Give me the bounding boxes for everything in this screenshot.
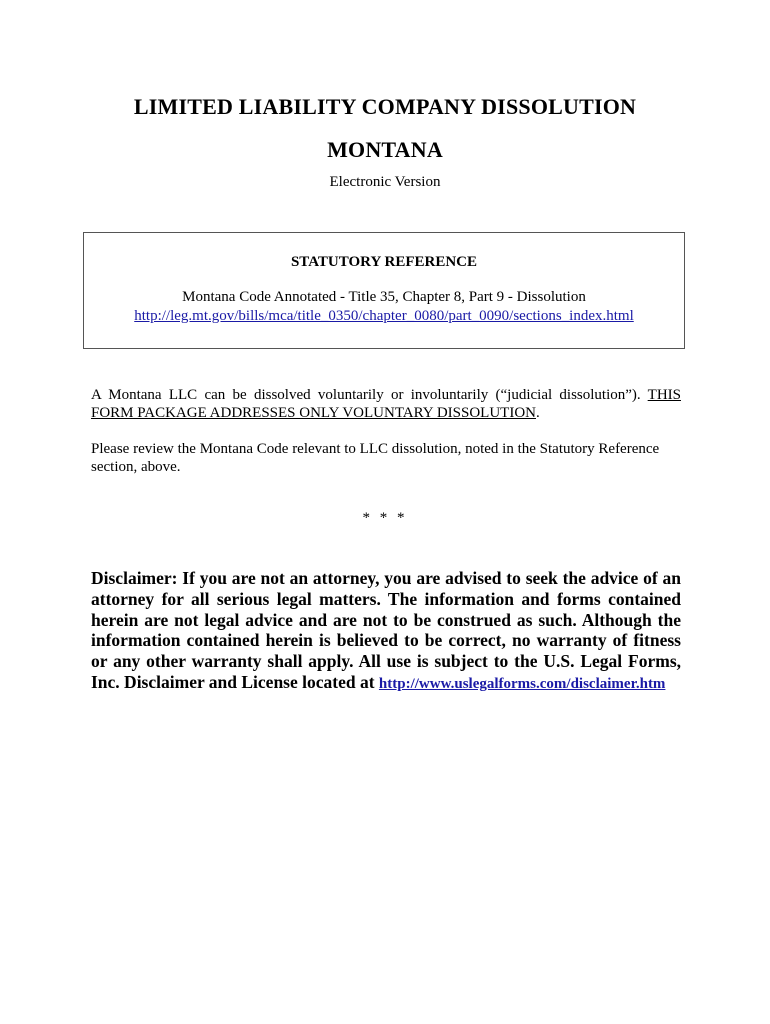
statutory-reference-link[interactable]: http://leg.mt.gov/bills/mca/title_0350/chapter_0080/part_0090/sections_index.html: [134, 308, 634, 324]
document-state: MONTANA: [327, 137, 443, 162]
dissolution-text: A Montana LLC can be dissolved voluntarily or involuntarily (“judicial dissolution”).: [91, 387, 648, 403]
disclaimer-text: Disclaimer: If you are not an attorney, you are advised to seek the advice of an attorney for all serious legal matters. The information and forms contained herein are not legal advice and are not to be construed as such. Although the information contained herein is believed to be correct, no warranty of fitness or any other warranty shall apply. All use is subject to the U.S. Legal Forms, Inc. Disclaimer and License located at: [91, 568, 681, 692]
document-title: LIMITED LIABILITY COMPANY DISSOLUTION: [133, 94, 637, 119]
statutory-reference-box: [83, 232, 685, 349]
statutory-reference-text: Montana Code Annotated - Title 35, Chapter 8, Part 9 - Dissolution: [182, 289, 586, 305]
disclaimer-link[interactable]: http://www.uslegalforms.com/disclaimer.htm: [378, 675, 666, 692]
review-paragraph: Please review the Montana Code relevant to LLC dissolution, noted in the Statutory Reference section, above.: [91, 441, 660, 475]
document-version: Electronic Version: [329, 174, 441, 190]
disclaimer-paragraph: [91, 568, 681, 695]
section-separator: * * *: [362, 510, 408, 526]
voluntary-dissolution-notice: THIS FORM PACKAGE ADDRESSES ONLY VOLUNTARY DISSOLUTION: [91, 387, 681, 421]
dissolution-period: .: [536, 405, 540, 421]
statutory-reference-heading: STATUTORY REFERENCE: [290, 254, 478, 270]
dissolution-paragraph: [91, 386, 681, 422]
